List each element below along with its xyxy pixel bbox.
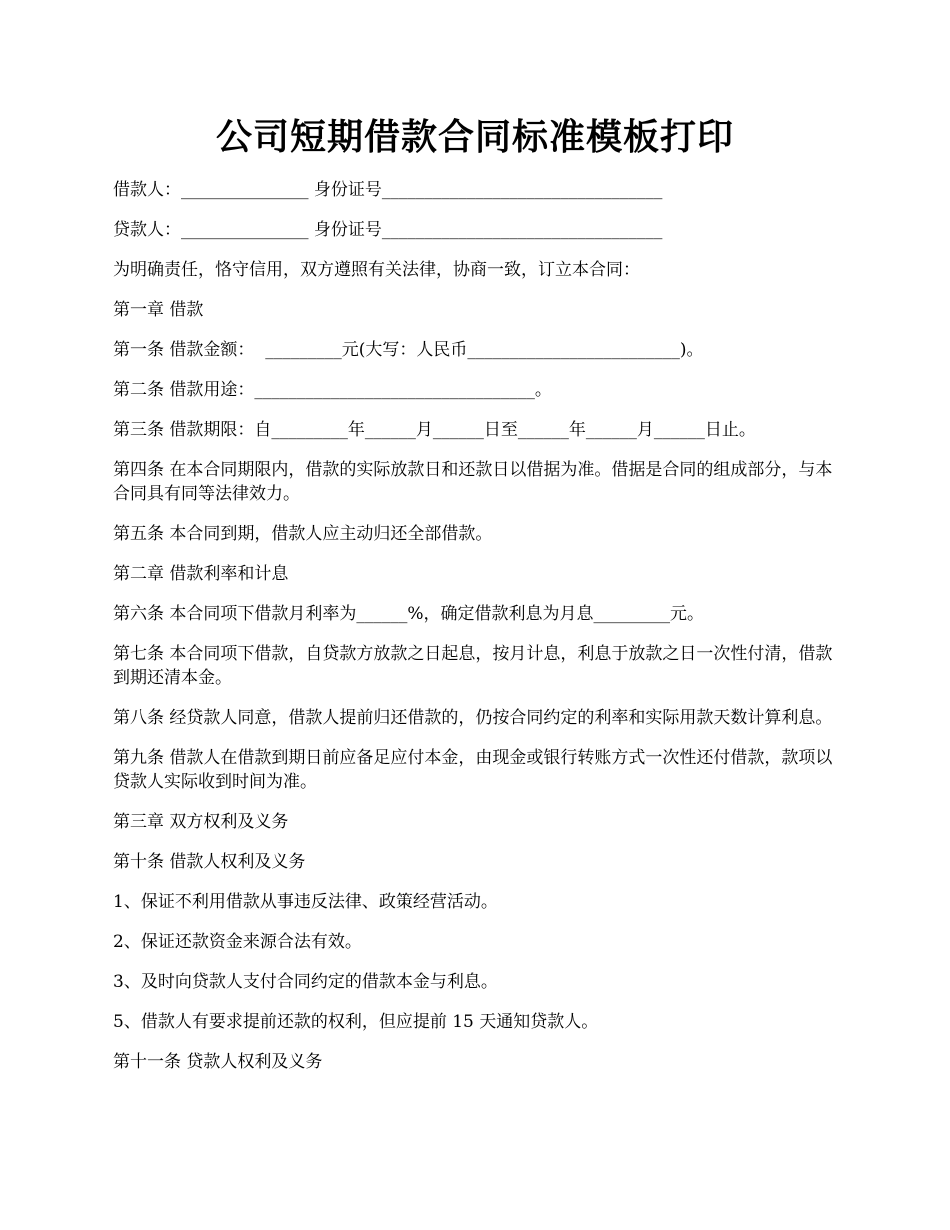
preamble: 为明确责任，恪守信用，双方遵照有关法律，协商一致，订立本合同： xyxy=(113,260,640,280)
document-body xyxy=(113,178,843,1090)
article-4: 第四条 在本合同期限内，借款的实际放款日和还款日以借据为准。借据是合同的组成部分，与本合同具有同等法律效力。 xyxy=(113,460,833,504)
list-item: 3、及时向贷款人支付合同约定的借款本金与利息。 xyxy=(113,972,498,992)
article-8: 第八条 经贷款人同意，借款人提前归还借款的，仍按合同约定的利率和实际用款天数计算利息。 xyxy=(113,708,833,728)
chapter-heading-3: 第三章 双方权利及义务 xyxy=(113,812,289,832)
chapter-heading-1: 第一章 借款 xyxy=(113,300,204,320)
article-3: 第三条 借款期限：自_________年______月______日至______年______月______日止。 xyxy=(113,420,756,440)
article-1: 第一条 借款金额： _________元(大写：人民币_________________________)。 xyxy=(113,340,704,360)
article-9: 第九条 借款人在借款到期日前应备足应付本金，由现金或银行转账方式一次性还付借款，款项以贷款人实际收到时间为准。 xyxy=(113,748,833,792)
borrower-line: 借款人：_______________ 身份证号_________________________________ xyxy=(113,180,663,200)
article-7: 第七条 本合同项下借款，自贷款方放款之日起息，按月计息，利息于放款之日一次性付清，借款到期还清本金。 xyxy=(113,644,833,688)
chapter-heading-2: 第二章 借款利率和计息 xyxy=(113,564,289,584)
article-5: 第五条 本合同到期，借款人应主动归还全部借款。 xyxy=(113,524,493,544)
lender-line: 贷款人：_______________ 身份证号_________________________________ xyxy=(113,220,663,240)
article-6: 第六条 本合同项下借款月利率为______%，确定借款利息为月息_________元。 xyxy=(113,604,705,624)
document-title: 公司短期借款合同标准模板打印 xyxy=(215,116,734,158)
article-10: 第十条 借款人权利及义务 xyxy=(113,852,306,872)
article-11: 第十一条 贷款人权利及义务 xyxy=(113,1052,323,1072)
list-item: 1、保证不利用借款从事违反法律、政策经营活动。 xyxy=(113,892,498,912)
list-item: 2、保证还款资金来源合法有效。 xyxy=(113,932,362,952)
article-2: 第二条 借款用途：_________________________________。 xyxy=(113,380,552,400)
list-item: 5、借款人有要求提前还款的权利，但应提前 15 天通知贷款人。 xyxy=(113,1012,599,1032)
